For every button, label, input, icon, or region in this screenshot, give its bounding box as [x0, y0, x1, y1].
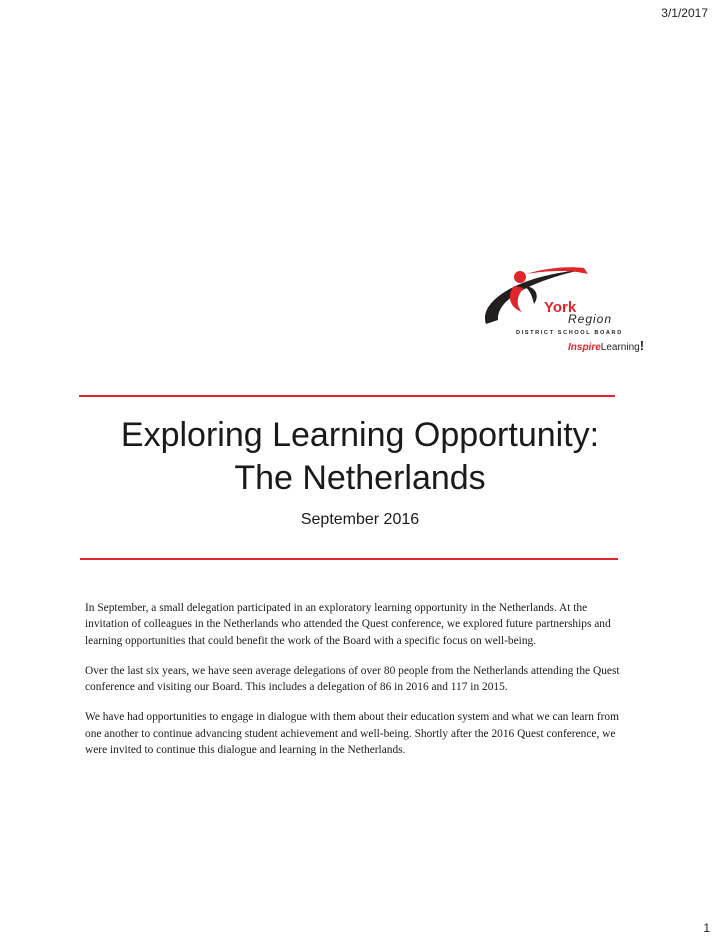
bottom-divider — [80, 558, 618, 560]
slide-title — [0, 414, 720, 500]
logo-tagline-rest: Learning — [600, 342, 640, 353]
page-number: 1 — [703, 921, 710, 935]
logo-tagline — [568, 338, 644, 353]
logo-tagline-bold: Inspire — [568, 342, 601, 353]
slide-date: 3/1/2017 — [661, 6, 708, 20]
paragraph-1: In September, a small delegation participated in an exploratory learning opportunity in the Netherlands. At the invitation of colleagues in the Netherlands who attended the Quest conference, we explored future partnerships and learning opportunities that could benefit the work of the Board with a specific focus on well-being. — [85, 602, 611, 647]
title-line-2: The Netherlands — [234, 459, 486, 497]
york-region-dsb-logo — [476, 262, 651, 362]
logo-figure-body — [510, 286, 524, 312]
title-line-1: Exploring Learning Opportunity: — [120, 416, 600, 454]
body-text — [85, 600, 625, 772]
logo-tagline-mark: ! — [639, 338, 645, 353]
logo-region: Region — [568, 312, 613, 326]
logo-york: York — [544, 299, 577, 316]
logo-district: DISTRICT SCHOOL BOARD — [516, 330, 623, 336]
slide-subtitle: September 2016 — [300, 511, 420, 528]
logo-swoosh-red — [526, 267, 588, 274]
paragraph-3: We have had opportunities to engage in dialogue with them about their education system and what we can learn from one another to continue advancing student achievement and well-being. Shortly after the 2016 Quest conference, we were invited to continue this dialogue and learning in the Netherlands. — [85, 711, 619, 757]
logo-figure-head — [514, 271, 526, 283]
top-divider — [79, 395, 615, 397]
paragraph-2: Over the last six years, we have seen average delegations of over 80 people from the Netherlands attending the Quest conference and visiting our Board. This includes a delegation of 86 in 2016 and 117 in 2015. — [85, 664, 620, 694]
